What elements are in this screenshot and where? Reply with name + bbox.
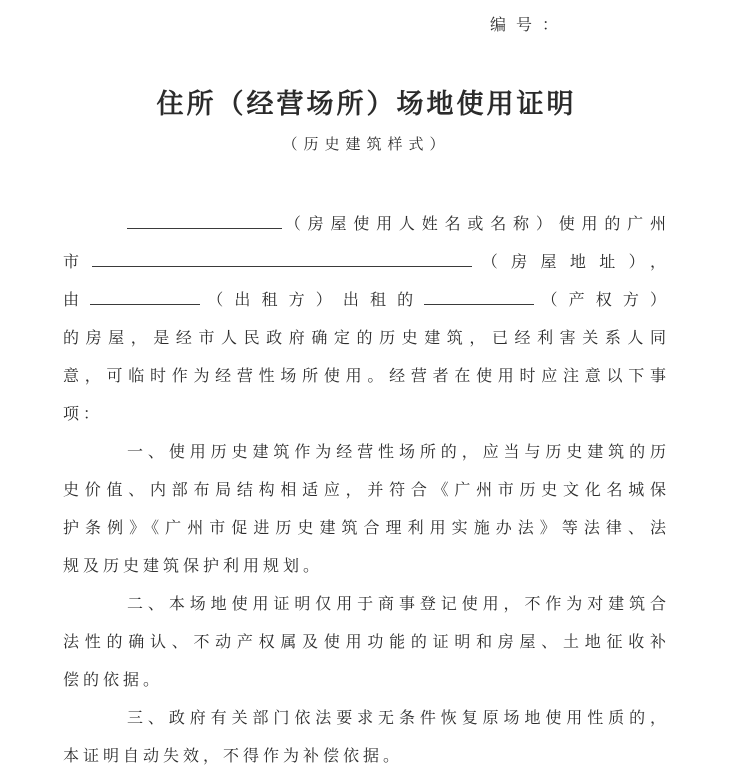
text-segment: 护条例》《广州市促进历史建筑合理利用实施办法》等法律、法 xyxy=(63,518,670,537)
body-line xyxy=(63,661,670,699)
doc-subtitle: （历史建筑样式） xyxy=(282,135,451,153)
body-line xyxy=(63,623,670,661)
body-line xyxy=(63,205,670,243)
text-segment: （房屋地址）， xyxy=(472,252,670,271)
doc-number-label: 编号： xyxy=(490,15,569,34)
text-segment: 市 xyxy=(63,252,93,271)
body-line xyxy=(63,737,670,768)
text-segment: 本证明自动失效，不得作为补偿依据。 xyxy=(63,746,404,765)
body-line xyxy=(63,699,670,737)
body-line xyxy=(63,547,670,585)
text-segment: 二、本场地使用证明仅用于商事登记使用，不作为对建筑合 xyxy=(127,594,670,613)
body-line xyxy=(63,243,670,281)
text-segment: 一、使用历史建筑作为经营性场所的，应当与历史建筑的历 xyxy=(127,442,670,461)
text-segment: 法性的确认、不动产权属及使用功能的证明和房屋、土地征收补 xyxy=(63,632,670,651)
text-segment: 项： xyxy=(63,404,104,423)
fill-in-blank xyxy=(90,288,200,305)
body-line xyxy=(63,395,670,433)
text-segment: （产权方） xyxy=(534,290,670,309)
doc-title: 住所（经营场所）场地使用证明 xyxy=(156,89,577,120)
body-line xyxy=(63,319,670,357)
body-line xyxy=(63,357,670,395)
text-segment: 意，可临时作为经营性场所使用。经营者在使用时应注意以下事 xyxy=(63,366,670,385)
text-segment: 由 xyxy=(63,290,91,309)
text-segment: 三、政府有关部门依法要求无条件恢复原场地使用性质的， xyxy=(127,708,670,727)
text-segment: 规及历史建筑保护利用规划。 xyxy=(63,556,324,575)
body-line xyxy=(63,471,670,509)
text-segment: 史价值、内部布局结构相适应，并符合《广州市历史文化名城保 xyxy=(63,480,670,499)
body-line xyxy=(63,433,670,471)
doc-body xyxy=(63,205,670,768)
body-line xyxy=(63,585,670,623)
text-segment: （出租方）出租的 xyxy=(200,290,425,309)
text-segment: 偿的依据。 xyxy=(63,670,164,689)
text-segment: 的房屋，是经市人民政府确定的历史建筑，已经利害关系人同 xyxy=(63,328,670,347)
body-line xyxy=(63,281,670,319)
fill-in-blank xyxy=(92,250,472,267)
fill-in-blank xyxy=(127,212,282,229)
fill-in-blank xyxy=(424,288,534,305)
text-segment: （房屋使用人姓名或名称）使用的广州 xyxy=(282,214,670,233)
body-line xyxy=(63,509,670,547)
